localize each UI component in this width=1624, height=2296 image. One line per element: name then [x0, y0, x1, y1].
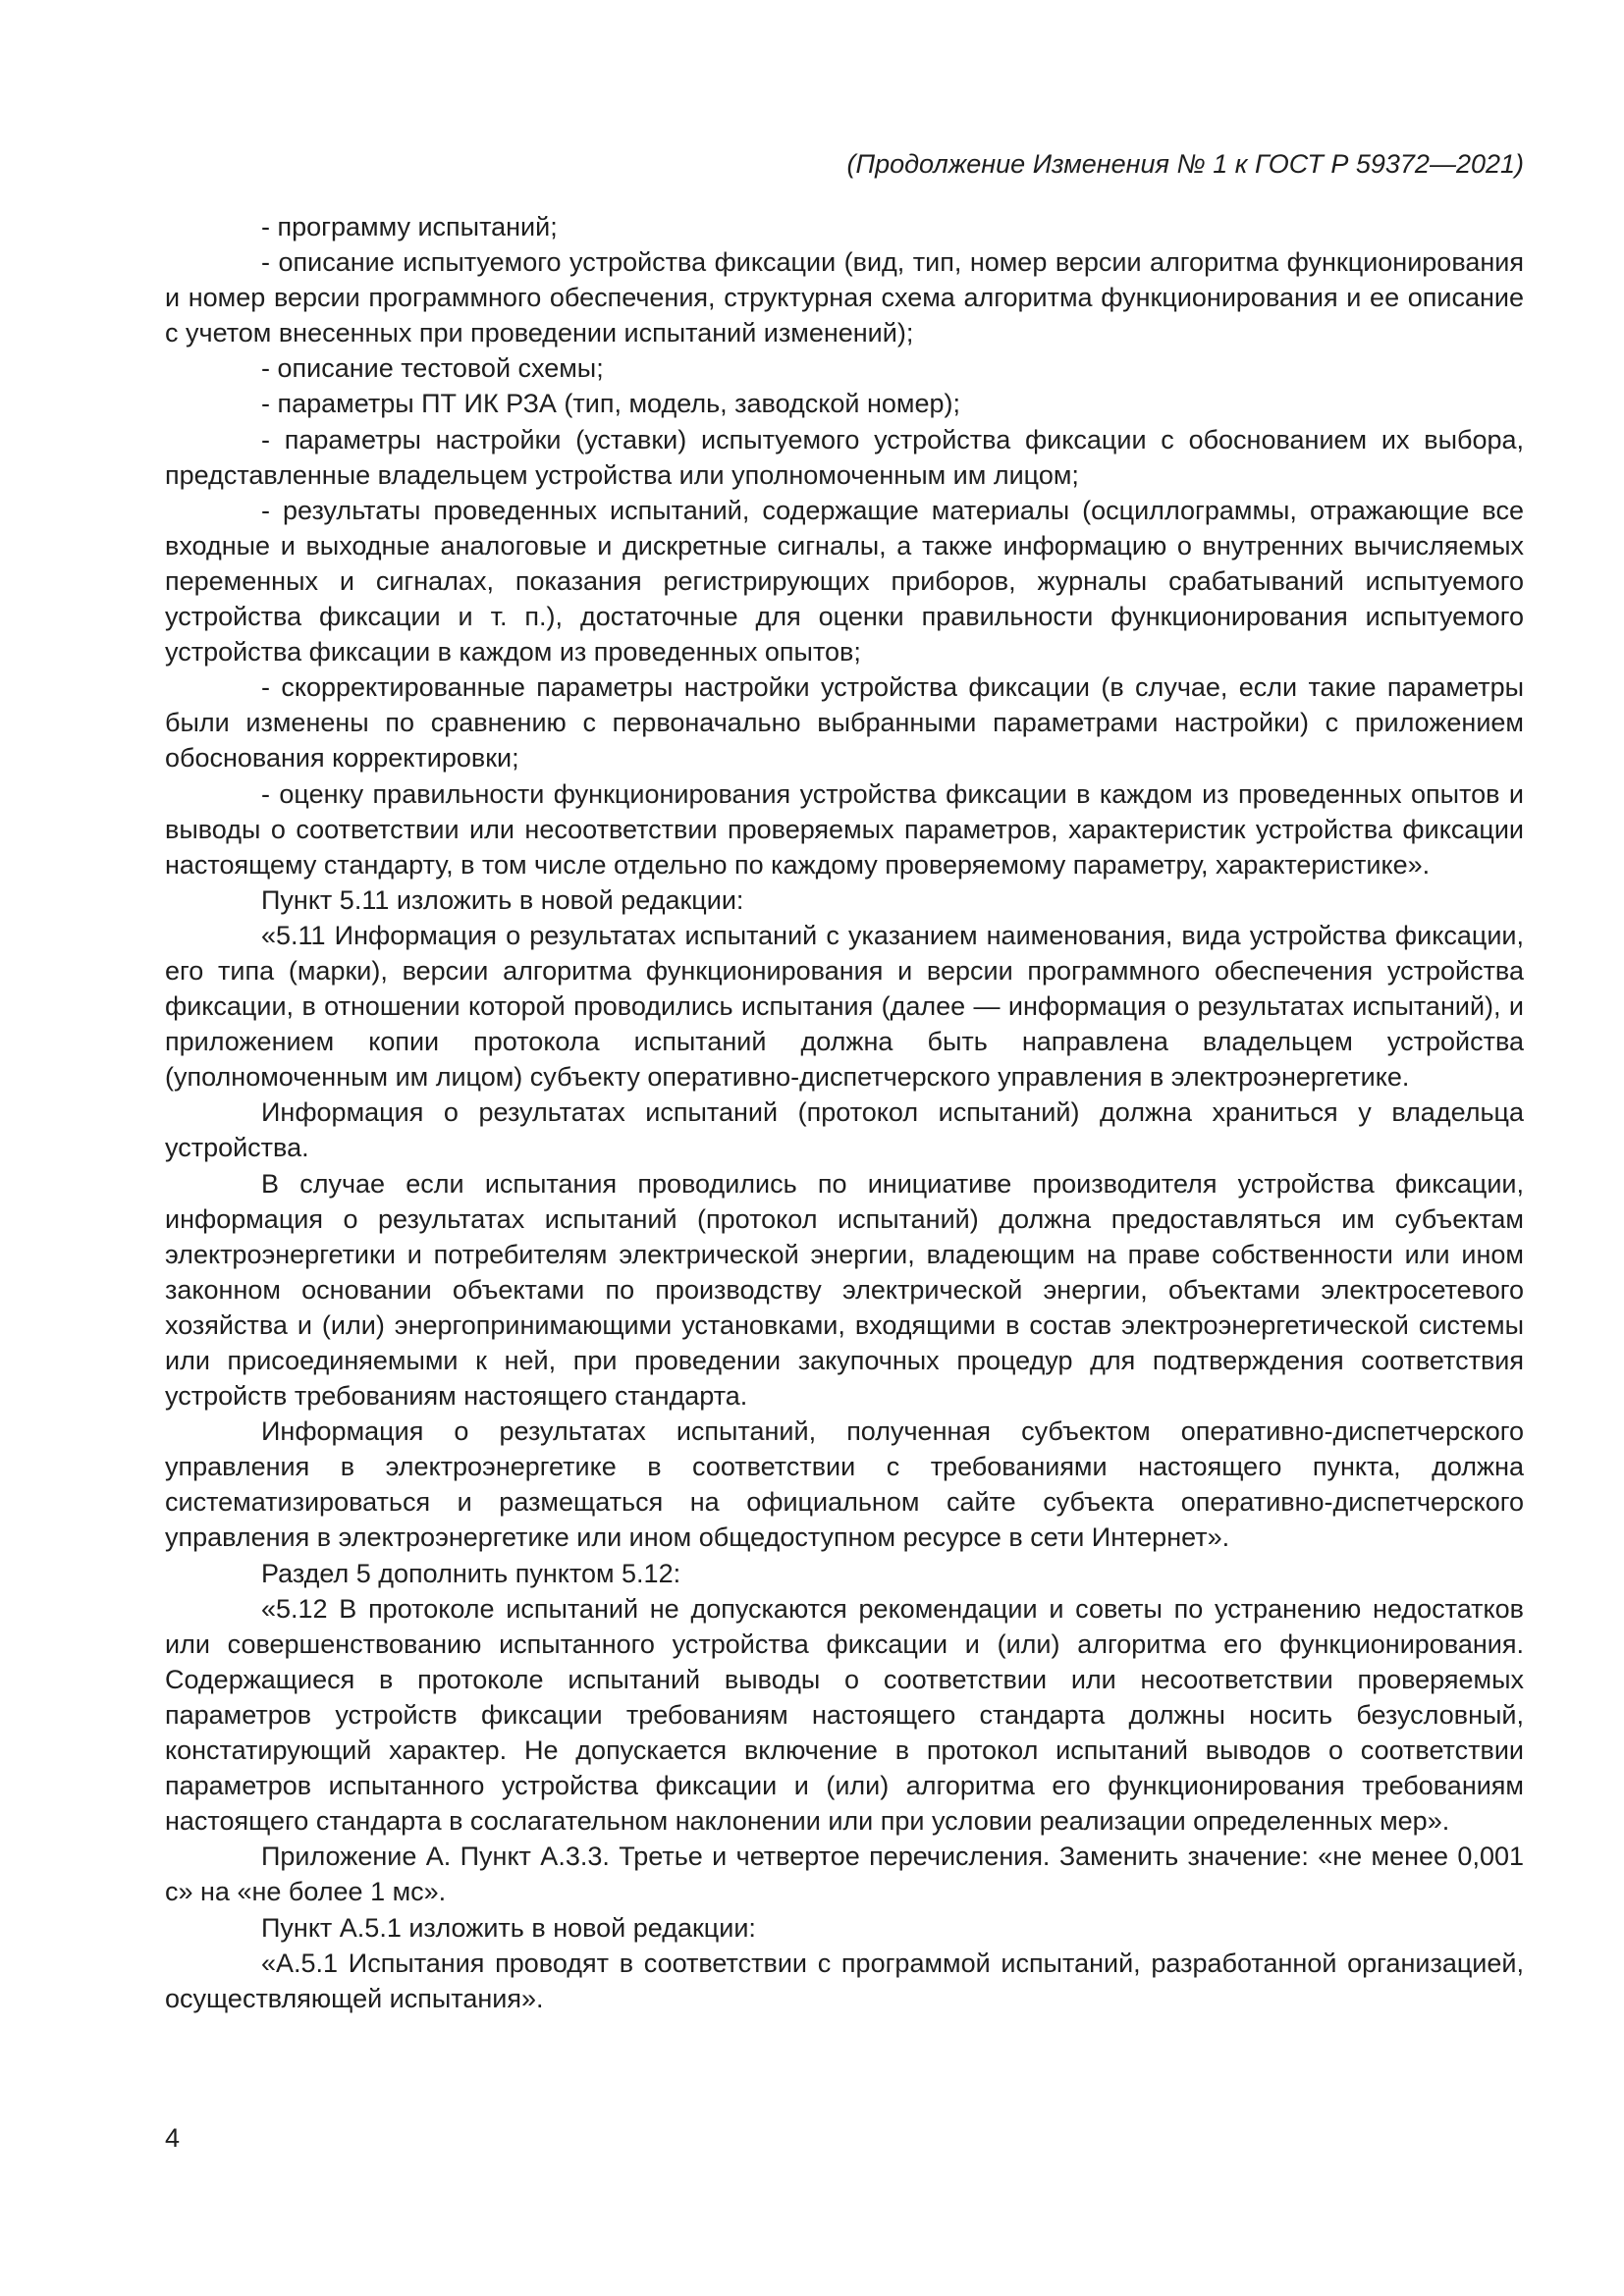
paragraph: «5.12 В протоколе испытаний не допускаются рекомендации и советы по устранению недостатков или совершенствованию испытанного устройства фиксации и (или) алгоритма его функционирования. Содержащиеся в протоколе испытаний выводы о соответствии или несоответствии проверяемых параметров устройств фиксации требованиям настоящего стандарта должны носить безусловный, констатирующий характер. Не допускается включение в протокол испытаний выводов о соответствии параметров испытанного устройства фиксации и (или) алгоритма его функционирования требованиям настоящего стандарта в сослагательном наклонении или при условии реализации определенных мер».: [165, 1593, 1524, 1837]
document-body: [165, 209, 1524, 2016]
paragraph: Приложение А. Пункт А.3.3. Третье и четвертое перечисления. Заменить значение: «не менее 0,001 с» на «не более 1 мс».: [165, 1842, 1524, 1907]
paragraph: Пункт А.5.1 изложить в новой редакции:: [261, 1912, 756, 1943]
page-header: (Продолжение Изменения № 1 к ГОСТ Р 59372—2021): [846, 149, 1524, 179]
paragraph: Пункт 5.11 изложить в новой редакции:: [261, 884, 744, 915]
paragraph: «А.5.1 Испытания проводят в соответствии с программой испытаний, разработанной организацией, осуществляющей испытания».: [165, 1948, 1524, 2013]
paragraph: В случае если испытания проводились по инициативе производителя устройства фиксации, информация о результатах испытаний (протокол испытаний) должна предоставляться им субъектам электроэнергетики и потребителям электрической энергии, владеющим на праве собственности или ином законном основании объектами по производству электрической энергии, объектами электросетевого хозяйства и (или) энергопринимающими установками, входящими в состав электроэнергетической системы или присоединяемыми к ней, при проведении закупочных процедур для подтверждения соответствия устройств требованиям настоящего стандарта.: [165, 1168, 1524, 1412]
paragraph: Раздел 5 дополнить пунктом 5.12:: [261, 1558, 681, 1588]
paragraph: - скорректированные параметры настройки устройства фиксации (в случае, если такие параметры были изменены по сравнению с первоначально выбранными параметрами настройки) с приложением обоснования корректировки;: [165, 672, 1524, 774]
paragraph: - результаты проведенных испытаний, содержащие материалы (осциллограммы, отражающие все входные и выходные аналоговые и дискретные сигналы, а также информацию о внутренних вычисляемых переменных и сигналах, показания регистрирующих приборов, журналы срабатываний испытуемого устройства фиксации и т. п.), достаточные для оценки правильности функционирования испытуемого устройства фиксации в каждом из проведенных опытов;: [165, 495, 1524, 667]
page-number: 4: [165, 2123, 181, 2153]
paragraph: Информация о результатах испытаний, полученная субъектом оперативно-диспетчерского управления в электроэнергетике в соответствии с требованиями настоящего пункта, должна систематизироваться и размещаться на официальном сайте субъекта оперативно-диспетчерского управления в электроэнергетике или ином общедоступном ресурсе в сети Интернет».: [165, 1416, 1524, 1553]
paragraph: - программу испытаний;: [261, 212, 558, 241]
paragraph: - параметры ПТ ИК РЗА (тип, модель, заводской номер);: [261, 389, 960, 419]
paragraph: - описание тестовой схемы;: [261, 353, 604, 384]
paragraph: - оценку правильности функционирования устройства фиксации в каждом из проведенных опытов и выводы о соответствии или несоответствии проверяемых параметров, характеристик устройства фиксации настоящему стандарту, в том числе отдельно по каждому проверяемому параметру, характеристике».: [165, 778, 1524, 880]
paragraph: «5.11 Информация о результатах испытаний с указанием наименования, вида устройства фиксации, его типа (марки), версии алгоритма функционирования и версии программного обеспечения устройства фиксации, в отношении которой проводились испытания (далее — информация о результатах испытаний), и приложением копии протокола испытаний должна быть направлена владельцем устройства (уполномоченным им лицом) субъекту оперативно-диспетчерского управления в электроэнергетике.: [165, 920, 1524, 1093]
paragraph: - параметры настройки (уставки) испытуемого устройства фиксации с обоснованием их выбора, представленные владельцем устройства или уполномоченным им лицом;: [165, 424, 1524, 490]
paragraph: Информация о результатах испытаний (протокол испытаний) должна храниться у владельца устройства.: [165, 1097, 1524, 1163]
paragraph: - описание испытуемого устройства фиксации (вид, тип, номер версии алгоритма функционирования и номер версии программного обеспечения, структурная схема алгоритма функционирования и ее описание с учетом внесенных при проведении испытаний изменений);: [165, 247, 1524, 348]
